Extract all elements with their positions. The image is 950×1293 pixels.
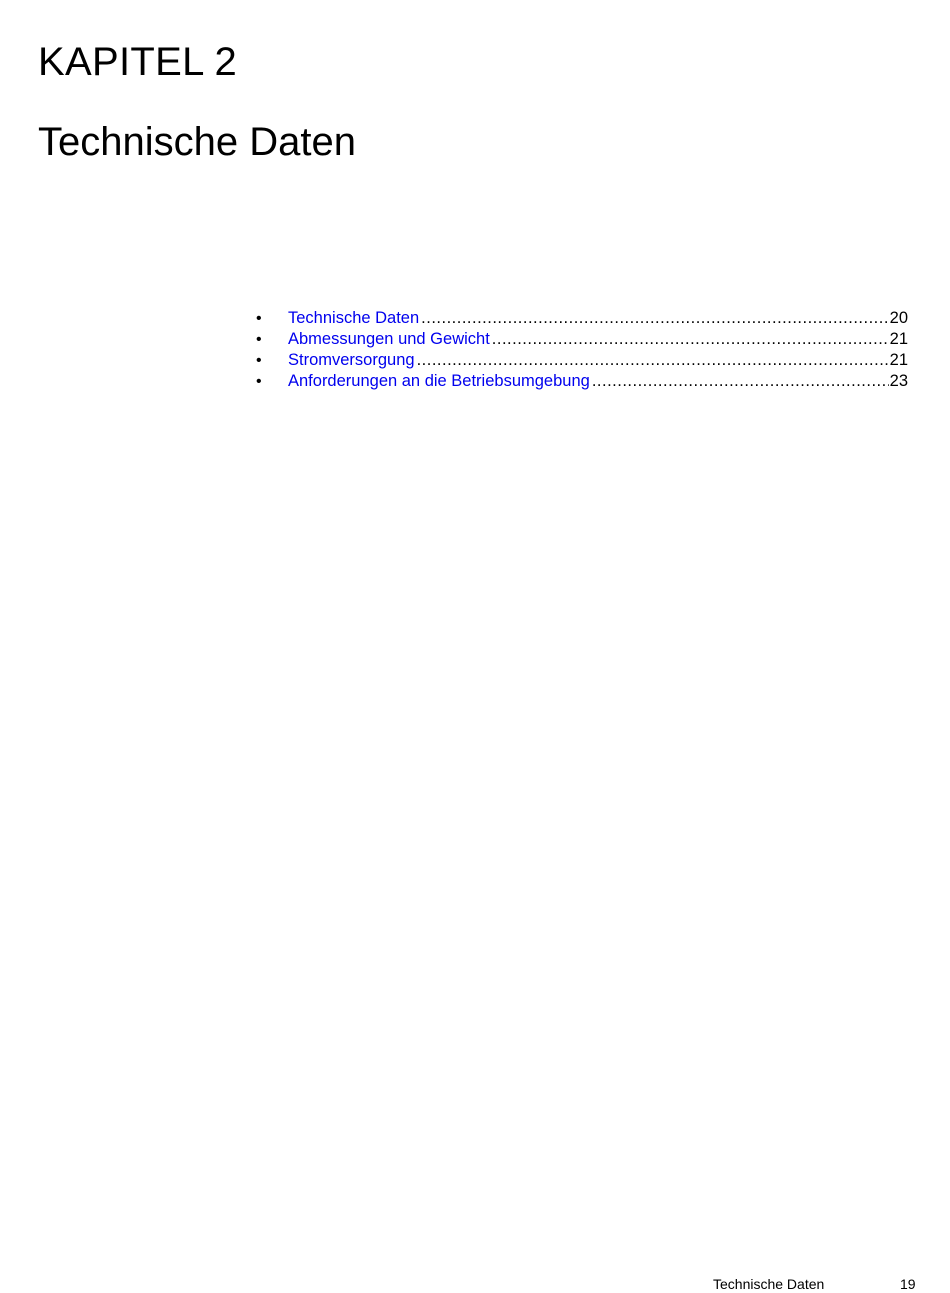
toc-item-betriebsumgebung [252,371,908,392]
bullet-icon: • [256,331,262,348]
dot-leader [592,371,889,392]
toc-item-abmessungen [252,329,908,350]
toc-link-stromversorgung[interactable]: Stromversorgung [288,351,415,369]
toc-page-number: 21 [889,351,908,369]
dot-leader [417,350,889,371]
bullet-icon: • [256,373,262,390]
table-of-contents [252,308,908,392]
toc-item-stromversorgung [252,350,908,371]
footer-page-number: 19 [900,1276,916,1292]
toc-page-number: 23 [889,372,908,390]
toc-link-technische-daten[interactable]: Technische Daten [288,309,420,327]
dot-leader [492,329,889,350]
footer-section-title: Technische Daten [713,1276,825,1292]
dot-leader [421,308,888,329]
toc-link-abmessungen[interactable]: Abmessungen und Gewicht [288,330,490,348]
toc-page-number: 21 [889,330,908,348]
bullet-icon: • [256,310,262,327]
bullet-icon: • [256,352,262,369]
chapter-label: KAPITEL 2 [38,40,238,84]
toc-item-technische-daten [252,308,908,329]
toc-page-number: 20 [889,309,908,327]
chapter-title: Technische Daten [38,120,356,164]
toc-link-betriebsumgebung[interactable]: Anforderungen an die Betriebsumgebung [288,372,590,390]
